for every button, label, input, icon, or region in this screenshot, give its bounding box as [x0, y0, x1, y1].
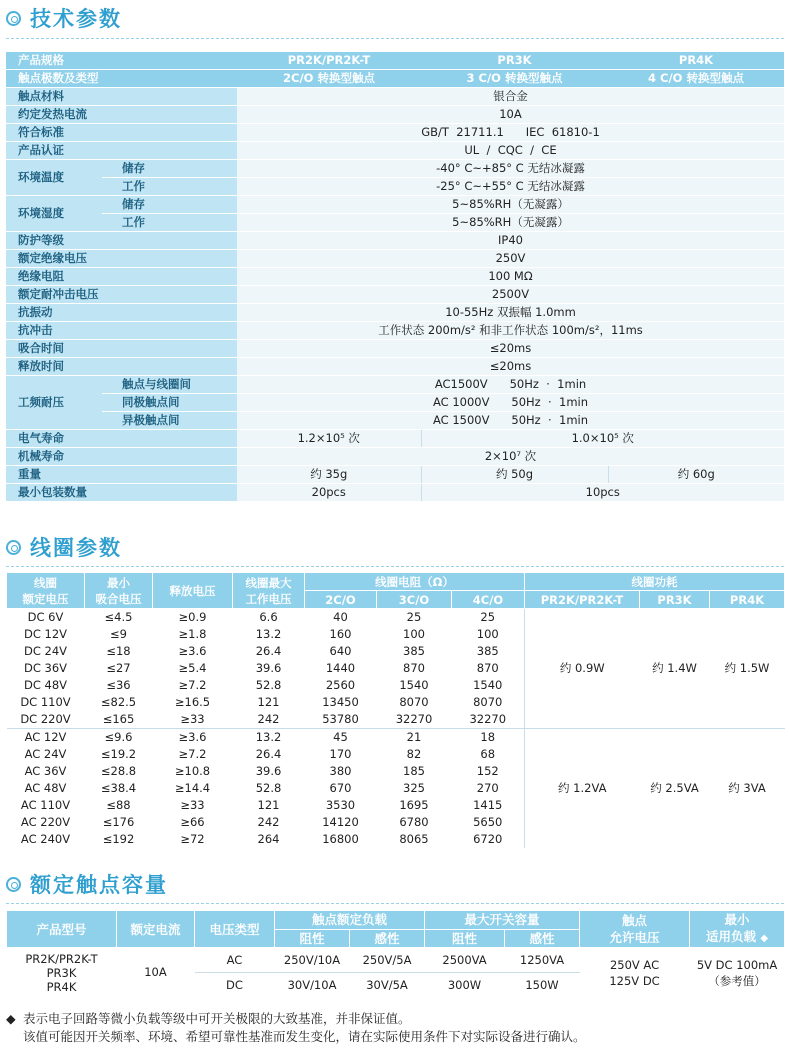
table-cell: ≥72	[153, 831, 233, 848]
table-cell: 32270	[395, 712, 433, 726]
table-cell: ≥14.4	[153, 780, 233, 797]
contact-capacity-table	[6, 910, 785, 997]
table-cell: ≤88	[85, 797, 153, 814]
table-cell: 185	[377, 763, 452, 780]
divider	[6, 38, 784, 39]
table-cell: ≥3.6	[153, 729, 233, 747]
table-cell: DC 36V	[23, 661, 68, 675]
table-cell: ≤176	[85, 814, 153, 831]
table-cell: DC 220V	[20, 712, 71, 726]
table-cell: 6.6	[259, 610, 278, 624]
table-cell: 68	[452, 746, 525, 763]
table-cell: 25	[480, 610, 496, 624]
table-cell: 121	[257, 695, 280, 709]
power-cell: 约 3VA	[710, 729, 785, 849]
table-cell: ≥3.6	[178, 644, 207, 658]
table-cell: 100	[476, 627, 499, 641]
table-row: PR2K/PR2K-T PR3K PR4K 10A AC 250V/10A 250V/5A 2500VA 1250VA 250V AC 125V DC 5V DC 100mA （参考值）	[7, 948, 785, 973]
table-cell: AC 48V	[7, 780, 85, 797]
table-cell: ≤82.5	[100, 695, 137, 709]
table-cell: 8070	[473, 695, 503, 709]
table-cell: 6780	[377, 814, 452, 831]
circle-bullet-icon	[6, 540, 21, 555]
table-row: 环境温度 储存 -40° C~+85° C 无结冰凝露	[6, 160, 784, 178]
table-cell: ≤9.6	[85, 729, 153, 747]
table-cell: 870	[476, 661, 499, 675]
circle-bullet-icon	[6, 877, 21, 892]
table-row: 抗冲击 工作状态 200m/s² 和非工作状态 100m/s²，11ms	[6, 322, 784, 340]
table-cell: AC 220V	[7, 814, 85, 831]
power-cell: 约 2.5VA	[640, 729, 710, 849]
table-cell: 18	[452, 729, 525, 747]
table-cell: 26.4	[233, 746, 305, 763]
table-cell: DC 48V	[23, 678, 68, 692]
table-row: 工作 5~85%RH（无凝露）	[6, 214, 784, 232]
table-row: 环境湿度 储存 5~85%RH（无凝露）	[6, 196, 784, 214]
table-row: 抗振动 10-55Hz 双振幅 1.0mm	[6, 304, 784, 322]
table-cell: ≤28.8	[85, 763, 153, 780]
section-title-coil: 线圈参数	[6, 533, 122, 561]
table-row: 释放时间 ≤20ms	[6, 358, 784, 376]
table-cell: 670	[305, 780, 377, 797]
table-cell: 325	[377, 780, 452, 797]
table-cell: 32270	[469, 712, 507, 726]
table-cell: 3530	[305, 797, 377, 814]
table-cell: ≥7.2	[178, 678, 207, 692]
table-cell: ≤192	[85, 831, 153, 848]
table-row: 2C/O 3C/O 4C/O PR2K/PR2K-T PR3K PR4K	[7, 591, 785, 609]
table-cell: ≥33	[153, 797, 233, 814]
table-row: 电气寿命 1.2×10⁵ 次 1.0×10⁵ 次	[6, 430, 784, 448]
table-cell: ≥7.2	[153, 746, 233, 763]
table-cell: AC 12V	[7, 729, 85, 747]
table-cell: ≤19.2	[85, 746, 153, 763]
table-cell: 5650	[452, 814, 525, 831]
table-cell: AC 36V	[7, 763, 85, 780]
table-row: 机械寿命 2×10⁷ 次	[6, 448, 784, 466]
table-cell: 380	[305, 763, 377, 780]
table-cell: ≥1.8	[178, 627, 207, 641]
table-cell: AC 24V	[7, 746, 85, 763]
table-cell: 53780	[322, 712, 359, 726]
table-cell: ≥66	[153, 814, 233, 831]
table-cell: ≤18	[106, 644, 131, 658]
table-row	[7, 729, 785, 747]
table-cell: ≤38.4	[85, 780, 153, 797]
table-cell: 1695	[377, 797, 452, 814]
power-cell: 约 0.9W	[525, 609, 640, 729]
table-row	[7, 609, 785, 627]
tech-spec-table	[6, 52, 784, 502]
table-cell: AC 240V	[7, 831, 85, 848]
table-cell: ≥16.5	[174, 695, 211, 709]
table-row: 约定发热电流 10A	[6, 106, 784, 124]
table-cell: 1540	[399, 678, 429, 692]
table-row: 产品型号 额定电流 电压类型 触点额定负载 最大开关容量 触点 允许电压 最小 适用负载 ◆	[7, 911, 785, 930]
table-cell: 21	[377, 729, 452, 747]
table-cell: ≥5.4	[178, 661, 207, 675]
circle-bullet-icon	[6, 11, 21, 26]
table-row: 吸合时间 ≤20ms	[6, 340, 784, 358]
table-cell: 6720	[452, 831, 525, 848]
table-cell: 16800	[305, 831, 377, 848]
table-cell: 52.8	[255, 678, 282, 692]
table-cell: 242	[257, 712, 280, 726]
table-cell: 385	[403, 644, 425, 658]
table-row: 绝缘电阻 100 MΩ	[6, 268, 784, 286]
table-cell: 13.2	[255, 627, 282, 641]
table-cell: ≥33	[180, 712, 205, 726]
table-cell: 100	[403, 627, 425, 641]
table-cell: ≤4.5	[104, 610, 133, 624]
table-row: 额定耐冲击电压 2500V	[6, 286, 784, 304]
table-cell: 82	[377, 746, 452, 763]
section-title-contact: 额定触点容量	[6, 870, 168, 898]
diamond-icon: ◆	[760, 933, 769, 944]
table-row: DC 30V/10A 30V/5A 300W 150W	[226, 977, 559, 992]
footnote: ◆ 表示电子回路等微小负载等级中可开关极限的大致基准，并非保证值。 该值可能因开关频率、环境、希望可靠性基准而发生变化，请在实际使用条件下对实际设备进行确认。	[6, 1011, 586, 1044]
table-cell: 13.2	[233, 729, 305, 747]
table-row: 防护等级 IP40	[6, 232, 784, 250]
table-row: 阻性 感性 阻性 感性	[7, 929, 785, 948]
table-cell: 14120	[305, 814, 377, 831]
table-cell: AC 110V	[7, 797, 85, 814]
power-cell: 约 1.5W	[724, 661, 770, 675]
table-cell: 13450	[322, 695, 359, 709]
table-cell: 242	[233, 814, 305, 831]
table-row: 额定绝缘电压 250V	[6, 250, 784, 268]
table-cell: ≥0.9	[178, 610, 207, 624]
power-cell: 约 1.2VA	[525, 729, 640, 849]
table-cell: ≤165	[102, 712, 135, 726]
table-cell: 170	[305, 746, 377, 763]
table-row: 产品规格 PR2K/PR2K-T PR3K PR4K	[6, 52, 784, 70]
table-cell: 25	[406, 610, 422, 624]
section-title-tech: 技术参数	[6, 4, 122, 32]
table-row: 同极触点间 AC 1000V 50Hz · 1min	[6, 394, 784, 412]
table-cell: 39.6	[255, 661, 282, 675]
table-cell: ≥10.8	[153, 763, 233, 780]
table-cell: 26.4	[255, 644, 282, 658]
table-row: 工作 -25° C~+55° C 无结冰凝露	[6, 178, 784, 196]
table-cell: 270	[452, 780, 525, 797]
table-cell: 39.6	[233, 763, 305, 780]
table-cell: 1415	[452, 797, 525, 814]
table-cell: DC 12V	[23, 627, 68, 641]
coil-param-table	[6, 572, 785, 848]
table-cell: 45	[305, 729, 377, 747]
diamond-icon: ◆	[6, 1011, 16, 1026]
table-cell: 8065	[377, 831, 452, 848]
table-row: 产品认证 UL / CQC / CE	[6, 142, 784, 160]
power-cell: 约 1.4W	[652, 661, 697, 675]
divider	[6, 903, 784, 904]
table-row: 工频耐压 触点与线圈间 AC1500V 50Hz · 1min	[6, 376, 784, 394]
table-row: 触点极数及类型 2C/O 转换型触点 3 C/O 转换型触点 4 C/O 转换型触点	[6, 70, 784, 88]
table-row: 线圈 额定电压 最小 吸合电压 释放电压 线圈最大 工作电压 线圈电阻（Ω） 线圈功耗	[7, 573, 785, 591]
table-row: 重量 约 35g 约 50g 约 60g	[6, 466, 784, 484]
table-cell: 40	[333, 610, 348, 624]
table-cell: ≤36	[106, 678, 131, 692]
table-row: 最小包装数量 20pcs 10pcs	[6, 484, 784, 502]
table-cell: DC 24V	[23, 644, 68, 658]
table-cell: ≤27	[106, 661, 131, 675]
table-cell: 8070	[399, 695, 429, 709]
min-load-header: 最小 适用负载 ◆	[690, 911, 785, 948]
table-row: 符合标准 GB/T 21711.1 IEC 61810-1	[6, 124, 784, 142]
table-cell: 1540	[473, 678, 503, 692]
table-cell: DC 6V	[27, 610, 64, 624]
table-cell: 2560	[325, 678, 356, 692]
table-cell: 640	[329, 644, 352, 658]
table-cell: 385	[476, 644, 499, 658]
divider	[6, 566, 784, 567]
table-cell: 121	[233, 797, 305, 814]
table-cell: DC 110V	[20, 695, 71, 709]
table-cell: 52.8	[233, 780, 305, 797]
table-row: 触点材料 银合金	[6, 88, 784, 106]
table-cell: 870	[403, 661, 425, 675]
table-cell: 1440	[325, 661, 356, 675]
table-cell: 160	[329, 627, 352, 641]
table-cell: 152	[452, 763, 525, 780]
table-cell: ≤9	[110, 627, 127, 641]
table-row: 异极触点间 AC 1500V 50Hz · 1min	[6, 412, 784, 430]
table-cell: 264	[233, 831, 305, 848]
